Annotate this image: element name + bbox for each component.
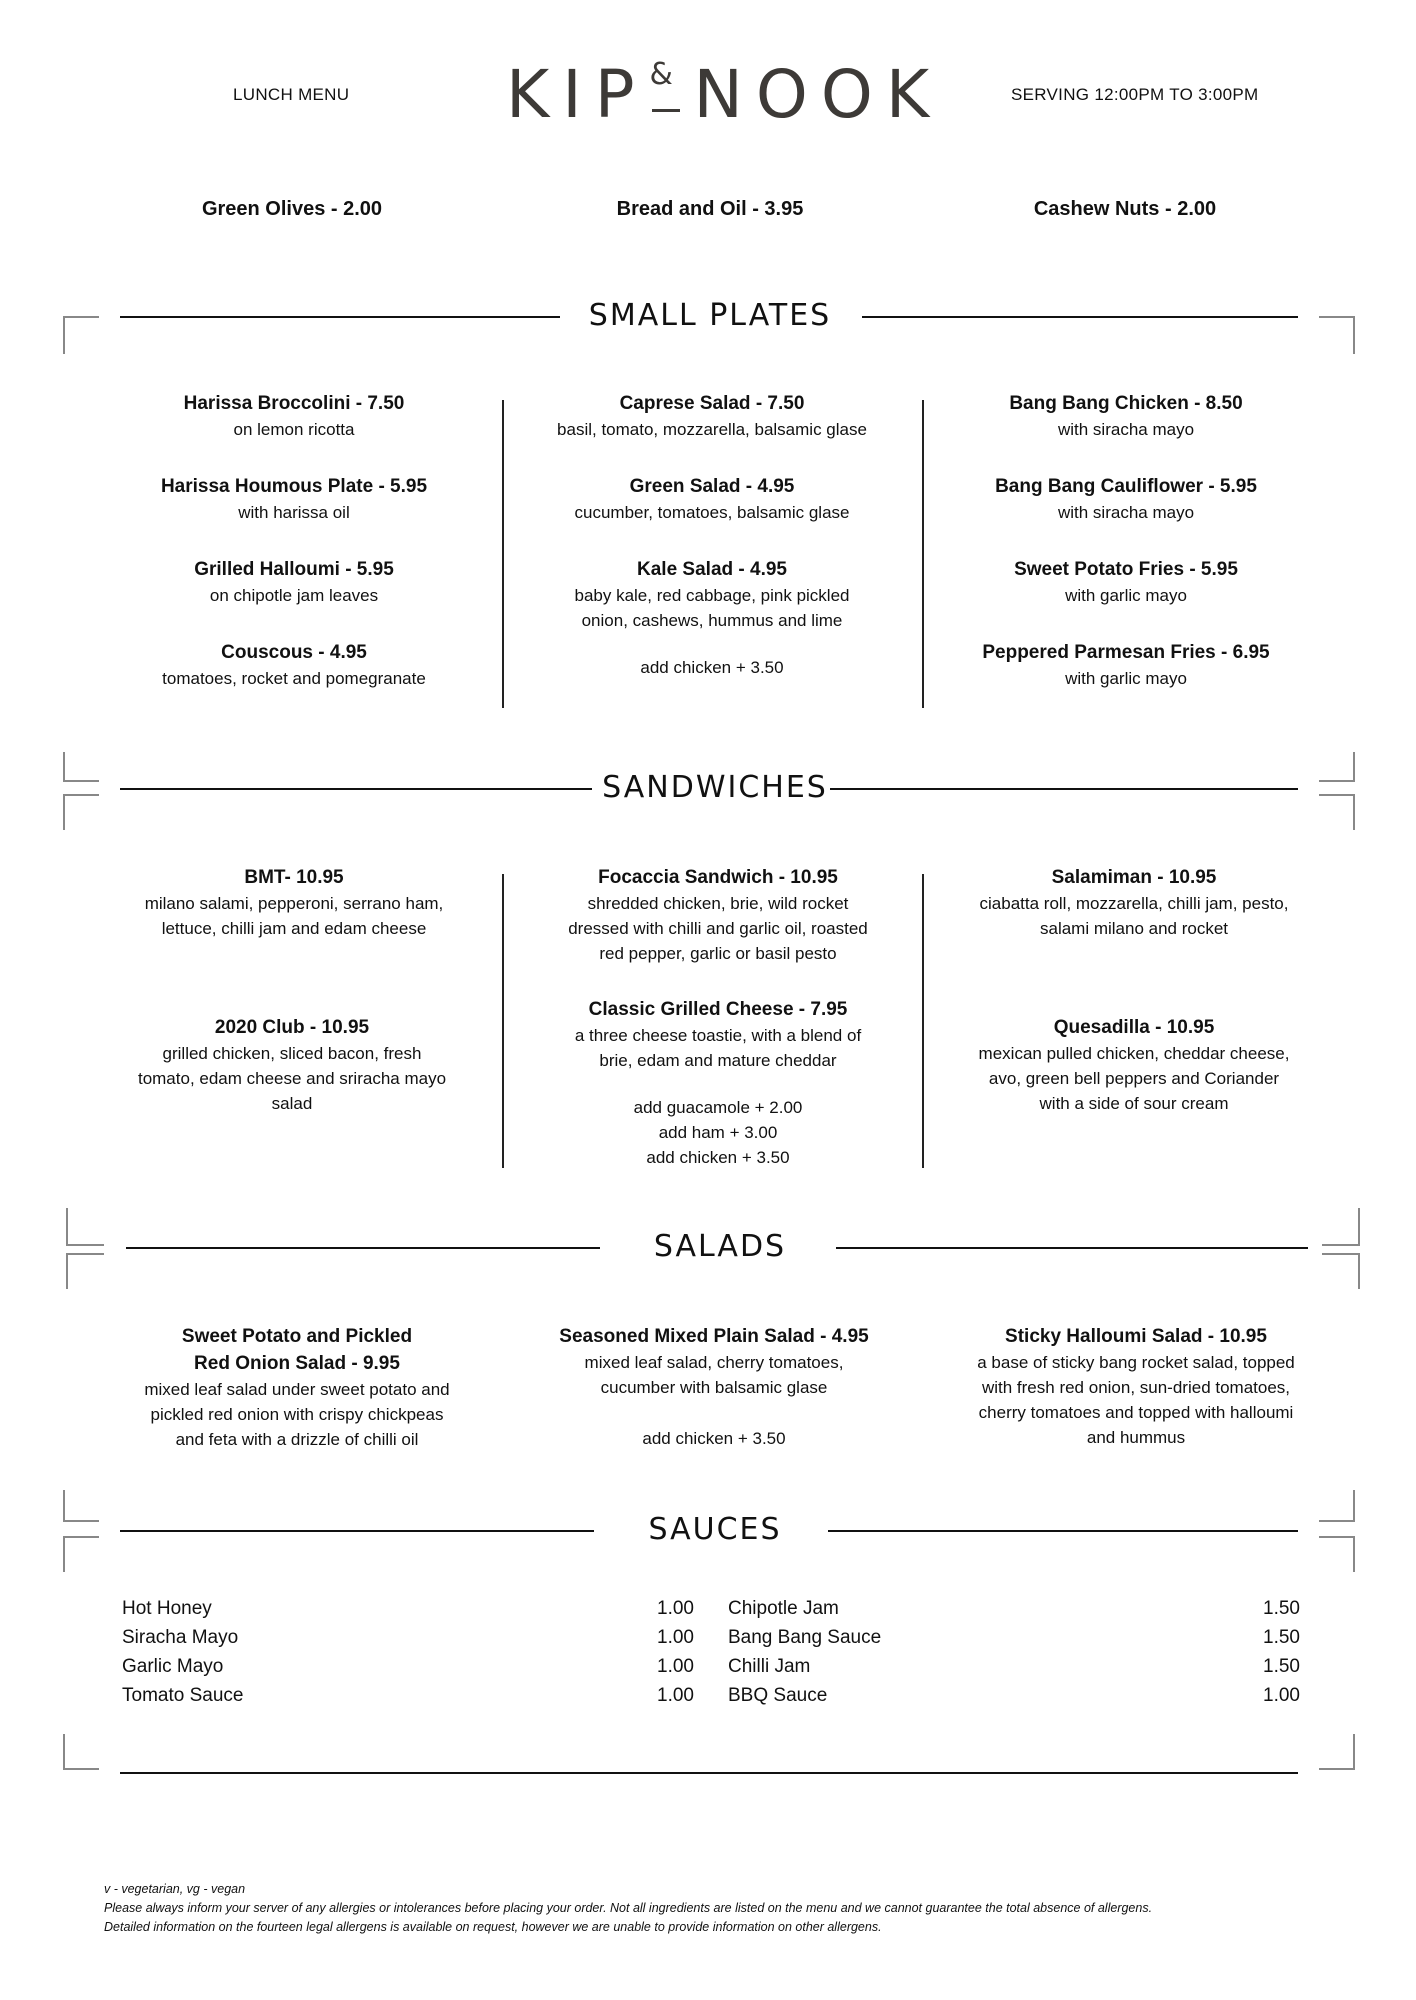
column-divider [502, 400, 504, 708]
section-title-salads: SALADS [653, 1229, 787, 1264]
small-plates-column-2 [512, 390, 912, 680]
sandwich-item-club: 2020 Club - 10.95 grilled chicken, sliced bacon, fresh tomato, edam cheese and sriracha mayo salad [137, 1017, 447, 1113]
snack-item: Green Olives - 2.00 [201, 198, 383, 220]
section-rule-left [126, 1247, 600, 1249]
sandwich-item-quesadilla: Quesadilla - 10.95 mexican pulled chicken, cheddar cheese, avo, green bell peppers and Coriander with a side of sour cream [978, 1017, 1290, 1113]
sauce-row: Chilli Jam 1.50 [728, 1656, 1300, 1677]
section-title-small-plates: SMALL PLATES [588, 298, 832, 333]
corner-ornament [1325, 1536, 1355, 1566]
small-plates-column-1 [94, 390, 494, 722]
section-rule-right [830, 788, 1298, 790]
menu-item: Grilled Halloumi - 5.95 on chipotle jam leaves [194, 559, 394, 605]
sandwich-item-focaccia: Focaccia Sandwich - 10.95 shredded chicken, brie, wild rocket dressed with chilli and garlic oil, roasted red pepper, garlic or basil pesto [568, 867, 868, 963]
sauce-row: BBQ Sauce 1.00 [728, 1685, 1300, 1706]
serving-hours: SERVING 12:00PM TO 3:00PM [1011, 85, 1259, 104]
corner-ornament [63, 752, 93, 782]
column-divider [502, 874, 504, 1168]
section-title-sauces: SAUCES [648, 1512, 782, 1547]
brand-logo [506, 56, 943, 133]
section-rule-left [120, 1530, 594, 1532]
salad-item-sweet-potato: Sweet Potato and Pickled Red Onion Salad - 9.95 mixed leaf salad under sweet potato and pickled red onion with crispy chickpeas and feta with a drizzle of chilli oil [144, 1326, 450, 1449]
menu-item: Bang Bang Chicken - 8.50 with siracha mayo [1009, 393, 1243, 439]
sandwich-item-grilled-cheese: Classic Grilled Cheese - 7.95 a three cheese toastie, with a blend of brie, edam and mature cheddar add guacamole + 2.00 add ham + 3.00 add chicken + 3.50 [518, 996, 918, 1170]
footnote-allergen-info: Detailed information on the fourteen legal allergens is available on request, however we are unable to provide information on other allergens. [104, 1920, 882, 1934]
sauce-row: Bang Bang Sauce 1.50 [728, 1627, 1300, 1648]
section-rule-left [120, 316, 560, 318]
sauce-row: Tomato Sauce 1.00 [122, 1685, 694, 1706]
sauce-row: Chipotle Jam 1.50 [728, 1598, 1300, 1619]
bottom-rule [120, 1772, 1298, 1774]
corner-ornament [1330, 1208, 1360, 1238]
corner-ornament [63, 1490, 93, 1520]
addon-text: add chicken + 3.50 [642, 1429, 786, 1448]
sauce-row: Garlic Mayo 1.00 [122, 1656, 694, 1677]
snack-item: Cashew Nuts - 2.00 [1033, 198, 1217, 220]
logo-ampersand: & [648, 62, 682, 128]
corner-ornament [1325, 316, 1355, 346]
corner-ornament [1325, 1490, 1355, 1520]
menu-item: Peppered Parmesan Fries - 6.95 with garlic mayo [982, 642, 1270, 688]
corner-ornament [66, 1208, 96, 1238]
menu-item: Green Salad - 4.95 cucumber, tomatoes, balsamic glase [574, 476, 850, 522]
menu-item: Harissa Houmous Plate - 5.95 with harissa oil [160, 476, 428, 522]
menu-item: Bang Bang Cauliflower - 5.95 with siracha mayo [995, 476, 1257, 522]
menu-item: Harissa Broccolini - 7.50 on lemon ricotta [183, 393, 405, 439]
salad-item-halloumi: Sticky Halloumi Salad - 10.95 a base of sticky bang rocket salad, topped with fresh red onion, sun-dried tomatoes, cherry tomatoes and topped with halloumi and hummus [977, 1326, 1295, 1447]
corner-ornament [63, 794, 93, 824]
menu-item: Caprese Salad - 7.50 basil, tomato, mozzarella, balsamic glase [557, 393, 867, 439]
corner-ornament [63, 1734, 93, 1764]
column-divider [922, 400, 924, 708]
logo-text-right: NOOK [693, 56, 943, 133]
corner-ornament [1330, 1253, 1360, 1283]
sandwich-item-bmt: BMT- 10.95 milano salami, pepperoni, serrano ham, lettuce, chilli jam and edam cheese [144, 867, 444, 938]
corner-ornament [63, 316, 93, 346]
column-divider [922, 874, 924, 1168]
corner-ornament [63, 1536, 93, 1566]
addon-text: add ham + 3.00 [658, 1123, 778, 1142]
small-plates-column-3 [926, 390, 1326, 722]
section-rule-right [828, 1530, 1298, 1532]
addon-text: add guacamole + 2.00 [633, 1098, 803, 1117]
footnote-legend: v - vegetarian, vg - vegan [104, 1882, 246, 1896]
sauces-list-right [728, 1594, 1300, 1710]
menu-item: Sweet Potato Fries - 5.95 with garlic mayo [1014, 559, 1238, 605]
sauce-row: Siracha Mayo 1.00 [122, 1627, 694, 1648]
menu-type-label: LUNCH MENU [233, 85, 350, 104]
sandwich-item-salamiman: Salamiman - 10.95 ciabatta roll, mozzarella, chilli jam, pesto, salami milano and rocket [979, 867, 1289, 938]
menu-item: Couscous - 4.95 tomatoes, rocket and pomegranate [162, 642, 426, 688]
snack-item: Bread and Oil - 3.95 [616, 198, 804, 220]
section-rule-right [862, 316, 1298, 318]
corner-ornament [1325, 1734, 1355, 1764]
salad-item-mixed: Seasoned Mixed Plain Salad - 4.95 mixed leaf salad, cherry tomatoes, cucumber with balsamic glase add chicken + 3.50 [514, 1323, 914, 1451]
sauce-row: Hot Honey 1.00 [122, 1598, 694, 1619]
section-title-sandwiches: SANDWICHES [602, 770, 828, 805]
corner-ornament [66, 1253, 96, 1283]
addon-text: add chicken + 3.50 [646, 1148, 790, 1167]
logo-text-left: KIP [506, 56, 648, 133]
section-rule-right [836, 1247, 1308, 1249]
section-rule-left [120, 788, 592, 790]
sauces-list-left [122, 1594, 694, 1710]
menu-item: Kale Salad - 4.95 baby kale, red cabbage, pink pickled onion, cashews, hummus and lime [574, 559, 850, 630]
footnote-allergy-warning: Please always inform your server of any allergies or intolerances before placing your order. Not all ingredients are listed on the menu and we cannot guarantee the total absence of allergens. [104, 1901, 1153, 1915]
corner-ornament [1325, 752, 1355, 782]
addon-text: add chicken + 3.50 [640, 658, 784, 677]
corner-ornament [1325, 794, 1355, 824]
